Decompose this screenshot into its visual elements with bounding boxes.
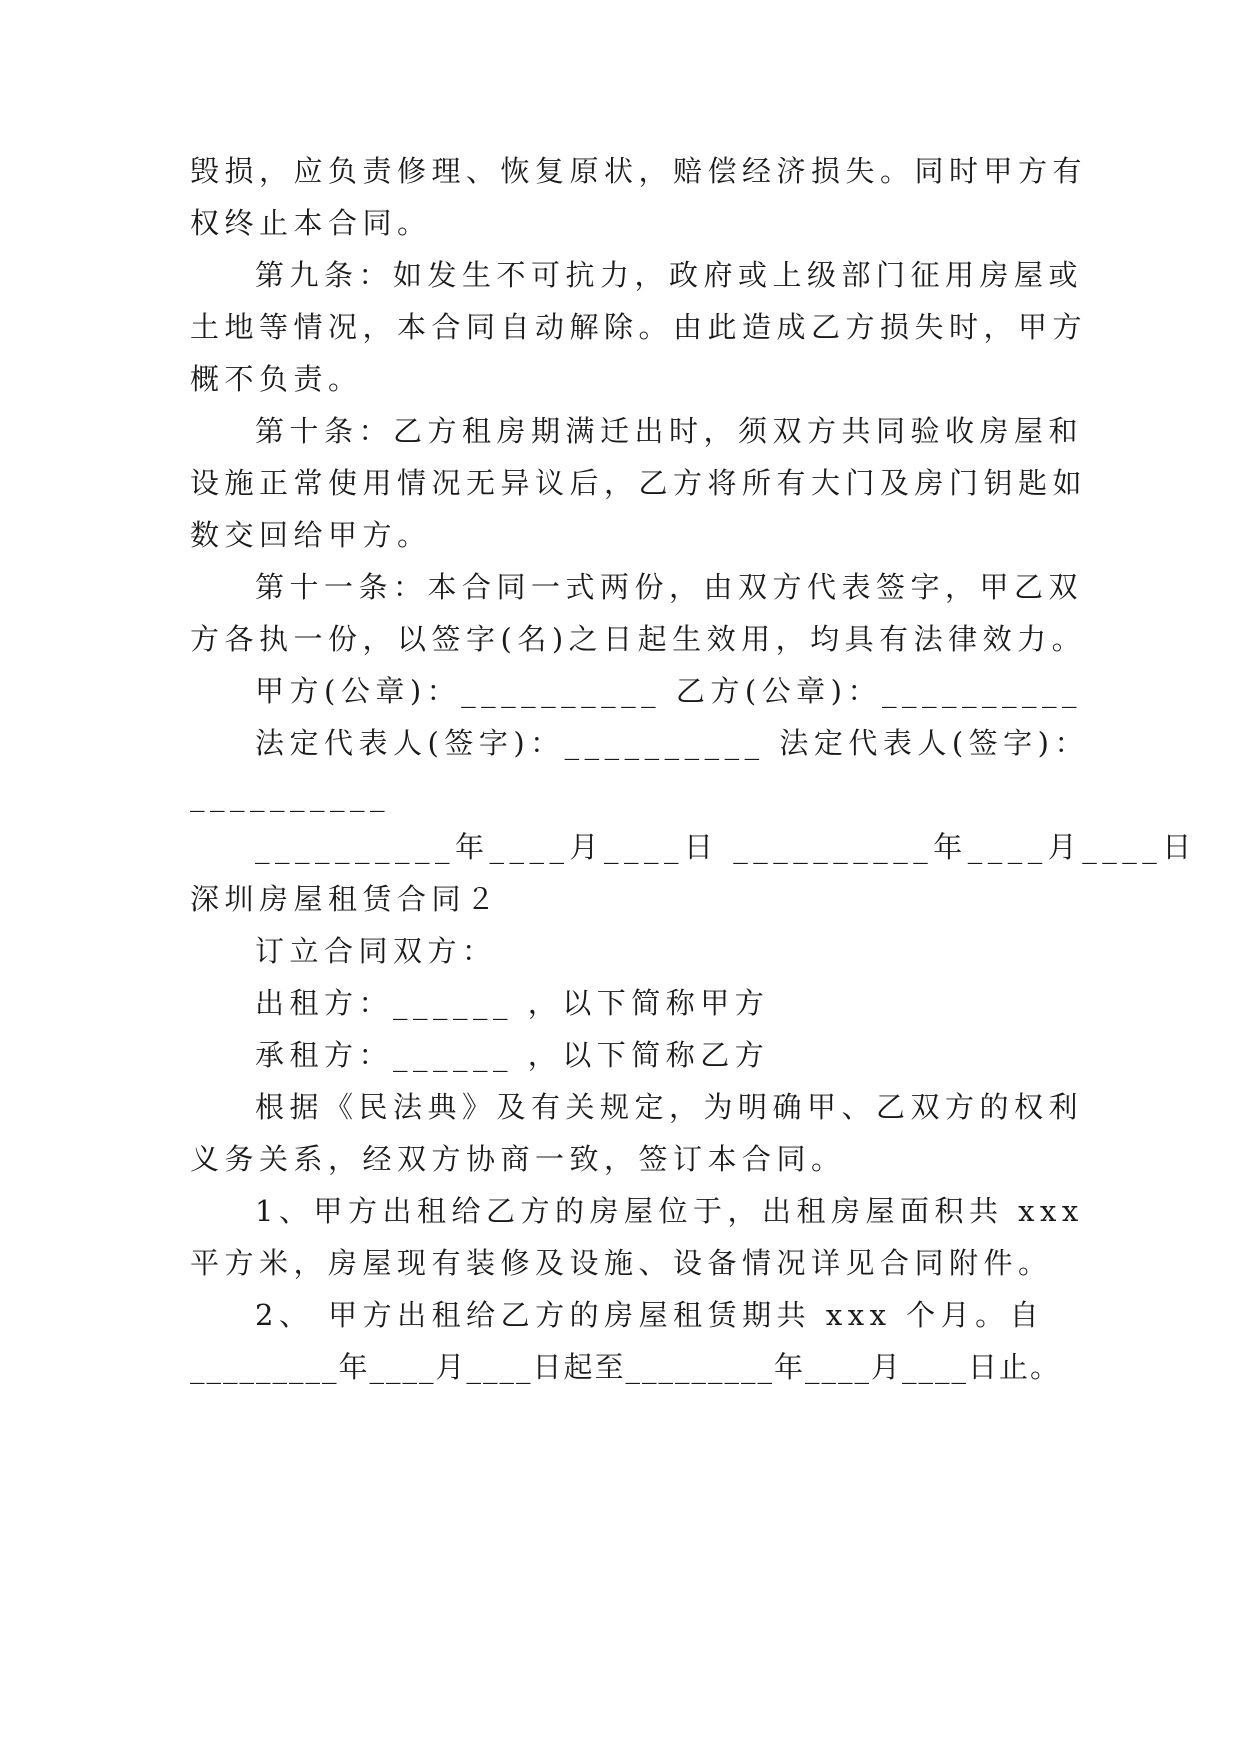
text-line: 义务关系，经双方协商一致，签订本合同。 bbox=[190, 1142, 846, 1176]
text-line: 平方米，房屋现有装修及设施、设备情况详见合同附件。 bbox=[190, 1246, 1053, 1280]
clause-11: 第十一条：本合同一式两份，由双方代表签字，甲乙双 bbox=[255, 570, 1084, 604]
text-line: 权终止本合同。 bbox=[190, 206, 432, 240]
party-a-seal-line: 甲方(公章)：__________ 乙方(公章)：__________ bbox=[255, 674, 1082, 708]
lessee-line: 承租方：______ ，以下简称乙方 bbox=[255, 1038, 770, 1072]
section-title: 深圳房屋租赁合同２ bbox=[190, 882, 501, 916]
text-line: 土地等情况，本合同自动解除。由此造成乙方损失时，甲方 bbox=[190, 310, 1088, 344]
text-line: 设施正常使用情况无异议后，乙方将所有大门及房门钥匙如 bbox=[190, 466, 1088, 500]
legal-rep-signature-line: 法定代表人(签字)：__________ 法定代表人(签字)： bbox=[255, 726, 1089, 760]
lessor-line: 出租方：______ ，以下简称甲方 bbox=[255, 986, 770, 1020]
text-line: 毁损，应负责修理、恢复原状，赔偿经济损失。同时甲方有 bbox=[190, 154, 1088, 188]
text-line: 方各执一份，以签字(名)之日起生效用，均具有法律效力。 bbox=[190, 622, 1087, 656]
parties-heading: 订立合同双方： bbox=[255, 934, 497, 968]
signature-blank: __________ bbox=[190, 778, 390, 812]
clause-10: 第十条：乙方租房期满迁出时，须双方共同验收房屋和 bbox=[255, 414, 1084, 448]
article-1: 1、甲方出租给乙方的房屋位于，出租房屋面积共 xxx bbox=[255, 1194, 1084, 1228]
article-2: 2、 甲方出租给乙方的房屋租赁期共 xxx 个月。自 bbox=[255, 1298, 1045, 1332]
text-line: 概不负责。 bbox=[190, 362, 363, 396]
lease-term-dates: _________年____月____日起至_________年____月____日止。 bbox=[190, 1350, 1062, 1384]
clause-9: 第九条：如发生不可抗力，政府或上级部门征用房屋或 bbox=[255, 258, 1084, 292]
preamble: 根据《民法典》及有关规定，为明确甲、乙双方的权利 bbox=[255, 1090, 1084, 1124]
date-line: __________年____月____日 __________年____月____日 bbox=[255, 830, 1197, 864]
text-line: 数交回给甲方。 bbox=[190, 518, 432, 552]
